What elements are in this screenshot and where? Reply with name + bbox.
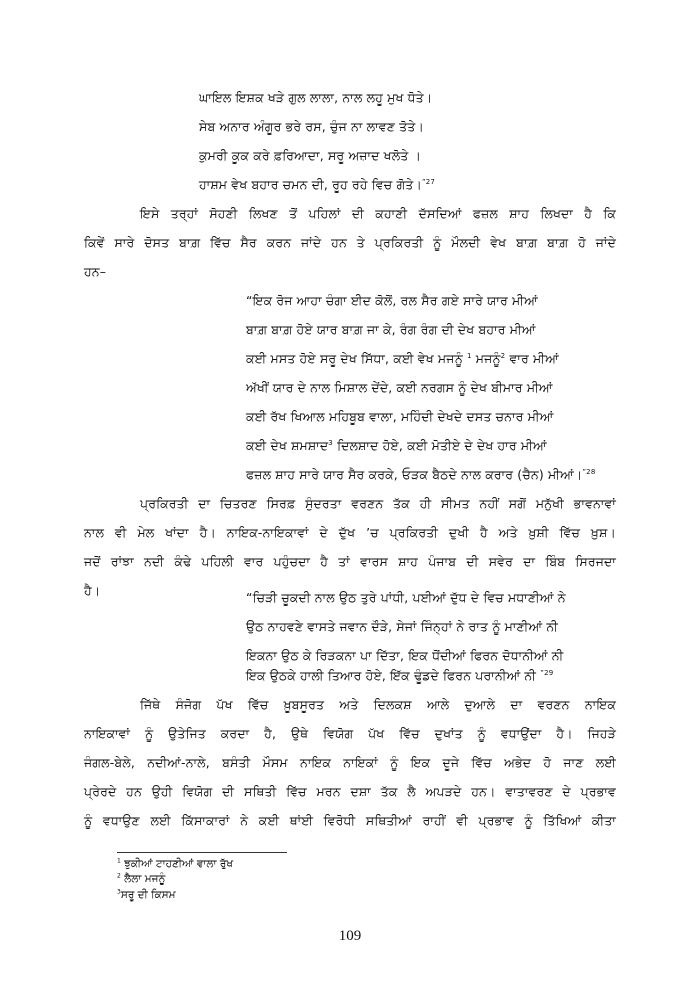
paragraph-line: ਨੂੰ ਵਧਾਉਣ ਲਈ ਕਿੱਸਾਕਾਰਾਂ ਨੇ ਕਈ ਥਾਂਈ ਵਿਰੋਧੀ ਸਥਿਤੀਆਂ ਰਾਹੀਂ ਵੀ ਪ੍ਰਭਾਵ ਨੂੰ ਤਿੱਖਿਆਂ ਕੀਤਾ [84, 813, 616, 828]
verse-line: ਹਾਸ਼ਮ ਵੇਖ ਬਹਾਰ ਚਮਨ ਦੀ, ਰੂਹ ਰਹੇ ਵਿਚ ਗੋਤੇ।$^{”27}$ [199, 177, 436, 192]
paragraph-line: ਹੈ। [84, 583, 101, 598]
citation-ref: ”29 [540, 668, 554, 677]
verse-line: ਅੱਖੀਂ ਯਾਰ ਦੇ ਨਾਲ ਮਿਸ਼ਾਲ ਦੇਂਦੇ, ਕਈ ਨਰਗਸ ਨੂੰ ਦੇਖ ਬੀਮਾਰ ਮੀਆਂ [246, 380, 553, 395]
verse-line: ਘਾਇਲ ਇਸ਼ਕ ਖੜੇ ਗੁਲ ਲਾਲਾ, ਨਾਲ ਲਹੂ ਮੁਖ ਧੋਤੇ। [199, 90, 433, 105]
paragraph-line: ਪ੍ਰਕਿਰਤੀ ਦਾ ਚਿਤਰਣ ਸਿਰਫ਼ ਸੁੰਦਰਤਾ ਵਰਣਨ ਤੱਕ ਹੀ ਸੀਮਤ ਨਹੀਂ ਸਗੋਂ ਮਨੁੱਖੀ ਭਾਵਨਾਵਾਂ [140, 496, 616, 511]
paragraph-line: ਨਾਲ ਵੀ ਮੇਲ ਖਾਂਦਾ ਹੈ। ਨਾਇਕ-ਨਾਇਕਾਵਾਂ ਦੇ ਦੁੱਖ ’ਚ ਪ੍ਰਕਿਰਤੀ ਦੁਖੀ ਹੈ ਅਤੇ ਖ਼ੁਸ਼ੀ ਵਿੱਚ ਖ਼ੁਸ਼। [84, 525, 616, 540]
verse-line: ਕੁਮਰੀ ਕੂਕ ਕਰੇ ਫ਼ਰਿਆਦਾ, ਸਰੂ ਅਜ਼ਾਦ ਖਲੋਤੇ । [199, 148, 422, 163]
verse-line: ਇਕ ਉਠਕੇ ਹਾਲੀ ਤਿਆਰ ਹੋਏ, ਇੱਕ ਢੂੰਡਦੇ ਫਿਰਨ ਪਰਾਨੀਆਂ ਨੀ $^{”29}$ [246, 668, 554, 683]
footnote-1: $^1$ ਝੁਕੀਆਂ ਟਾਹਣੀਆਂ ਵਾਲਾ ਰੁੱਖ [117, 857, 234, 870]
footnote-2: $^2$ ਲੈਲਾ ਮਜਨੂੰ [117, 872, 166, 885]
paragraph-line: ਨਾਇਕਾਵਾਂ ਨੂੰ ਉਤੇਜਿਤ ਕਰਦਾ ਹੈ, ਉਥੇ ਵਿਯੋਗ ਪੱਖ ਵਿੱਚ ਦੁਖਾਂਤ ਨੂੰ ਵਧਾਉਂਦਾ ਹੈ। ਜਿਹੜੇ [84, 726, 616, 741]
paragraph-line: ਕਿਵੇਂ ਸਾਰੇ ਦੋਸਤ ਬਾਗ਼ ਵਿੱਚ ਸੈਰ ਕਰਨ ਜਾਂਦੇ ਹਨ ਤੇ ਪ੍ਰਕਿਰਤੀ ਨੂੰ ਮੌਲਦੀ ਵੇਖ ਬਾਗ਼ ਬਾਗ਼ ਹੋ ਜਾਂਦੇ [84, 235, 616, 250]
footnote-divider [117, 852, 287, 853]
footnote-ref[interactable]: 2 [500, 351, 506, 360]
citation-ref: ”28 [582, 467, 596, 476]
verse-line: ਕਈ ਦੇਖ ਸ਼ਮਸ਼ਾਦ$^3$ ਦਿਲਸ਼ਾਦ ਹੋਏ, ਕਈ ਮੋਤੀਏ ਦੇ ਦੇਖ ਹਾਰ ਮੀਆਂ [246, 438, 547, 453]
paragraph-line: ਹਨ– [84, 264, 107, 279]
verse-line: ਕਈ ਮਸਤ ਹੋਏ ਸਰੂ ਦੇਖ ਸਿੱਧਾ, ਕਈ ਵੇਖ ਮਜਨੂੰ $^1$ ਮਜਨੂੰ$^2$ ਵਾਰ ਮੀਆਂ [246, 351, 559, 366]
verse-line: ਫਜ਼ਲ ਸ਼ਾਹ ਸਾਰੇ ਯਾਰ ਸੈਰ ਕਰਕੇ, ਓੜਕ ਬੈਠਦੇ ਨਾਲ ਕਰਾਰ (ਚੈਨ) ਮੀਆਂ।$^{”28}$ [246, 467, 596, 482]
paragraph-line: ਜਿੱਥੇ ਸੰਜੋਗ ਪੱਖ ਵਿੱਚ ਖ਼ੂਬਸੂਰਤ ਅਤੇ ਦਿਲਕਸ਼ ਆਲੇ ਦੁਆਲੇ ਦਾ ਵਰਣਨ ਨਾਇਕ [140, 697, 616, 712]
verse-line: ਇਕਨਾ ਉਠ ਕੇ ਰਿੜਕਨਾ ਪਾ ਦਿੱਤਾ, ਇਕ ਧੋਂਦੀਆਂ ਫਿਰਨ ਦੋਧਾਨੀਆਂ ਨੀ [246, 648, 564, 663]
paragraph-line: ਜੰਗਲ-ਬੇਲੇ, ਨਦੀਆਂ-ਨਾਲੇ, ਬਸੰਤੀ ਮੌਸਮ ਨਾਇਕ ਨਾਇਕਾਂ ਨੂੰ ਇਕ ਦੂਜੇ ਵਿੱਚ ਅਭੇਦ ਹੋ ਜਾਣ ਲਈ [84, 755, 616, 770]
verse-line: ਕਈ ਰੱਖ ਖਿਆਲ ਮਹਿਬੂਬ ਵਾਲਾ, ਮਹਿੰਦੀ ਦੇਖਦੇ ਦਸਤ ਚਨਾਰ ਮੀਆਂ [246, 409, 554, 424]
citation-ref: ”27 [421, 177, 436, 186]
footnote-ref[interactable]: 3 [328, 438, 333, 447]
verse-line: ਉਠ ਨਾਹਵਣੇ ਵਾਸਤੇ ਜਵਾਨ ਦੌੜੇ, ਸੇਜਾਂ ਜਿੰਨ੍ਹਾਂ ਨੇ ਰਾਤ ਨੂੰ ਮਾਣੀਆਂ ਨੀ [246, 619, 559, 634]
verse-line: “ਇਕ ਰੋਜ ਆਹਾ ਚੰਗਾ ਈਦ ਕੋਲੋਂ, ਰਲ ਸੈਰ ਗਏ ਸਾਰੇ ਯਾਰ ਮੀਆਂ [246, 293, 538, 308]
page-number: 109 [338, 928, 362, 944]
paragraph-line: ਜਦੋਂ ਰਾਂਝਾ ਨਦੀ ਕੰਢੇ ਪਹਿਲੀ ਵਾਰ ਪਹੁੰਚਦਾ ਹੈ ਤਾਂ ਵਾਰਸ ਸ਼ਾਹ ਪੰਜਾਬ ਦੀ ਸਵੇਰ ਦਾ ਬਿੰਬ ਸਿਰਜਦਾ [84, 554, 616, 569]
verse-line: “ਚਿੜੀ ਚੂਕਦੀ ਨਾਲ ਉਠ ਤੁਰੇ ਪਾਂਧੀ, ਪਈਆਂ ਦੁੱਧ ਦੇ ਵਿਚ ਮਧਾਣੀਆਂ ਨੇ [246, 590, 566, 605]
paragraph-line: ਇਸੇ ਤਰ੍ਹਾਂ ਸੋਹਣੀ ਲਿਖਣ ਤੋਂ ਪਹਿਲਾਂ ਦੀ ਕਹਾਣੀ ਦੱਸਦਿਆਂ ਫਜ਼ਲ ਸ਼ਾਹ ਲਿਖਦਾ ਹੈ ਕਿ [140, 206, 616, 221]
paragraph-line: ਪ੍ਰੇਰਦੇ ਹਨ ਉਹੀ ਵਿਯੋਗ ਦੀ ਸਥਿਤੀ ਵਿੱਚ ਮਰਨ ਦਸ਼ਾ ਤੱਕ ਲੈ ਅਪੜਦੇ ਹਨ। ਵਾਤਾਵਰਣ ਦੇ ਪ੍ਰਭਾਵ [84, 784, 616, 799]
verse-line: ਬਾਗ਼ ਬਾਗ਼ ਹੋਏ ਯਾਰ ਬਾਗ਼ ਜਾ ਕੇ, ਰੰਗ ਰੰਗ ਦੀ ਦੇਖ ਬਹਾਰ ਮੀਆਂ [246, 322, 536, 337]
footnote-3: $^3$ਸਰੂ ਦੀ ਕਿਸਮ [117, 888, 176, 901]
verse-line: ਸੇਬ ਅਨਾਰ ਅੰਗੂਰ ਭਰੇ ਰਸ, ਚੁੰਜ ਨਾ ਲਾਵਣ ਤੋਤੇ। [199, 119, 424, 134]
footnote-ref[interactable]: 1 [466, 351, 472, 360]
